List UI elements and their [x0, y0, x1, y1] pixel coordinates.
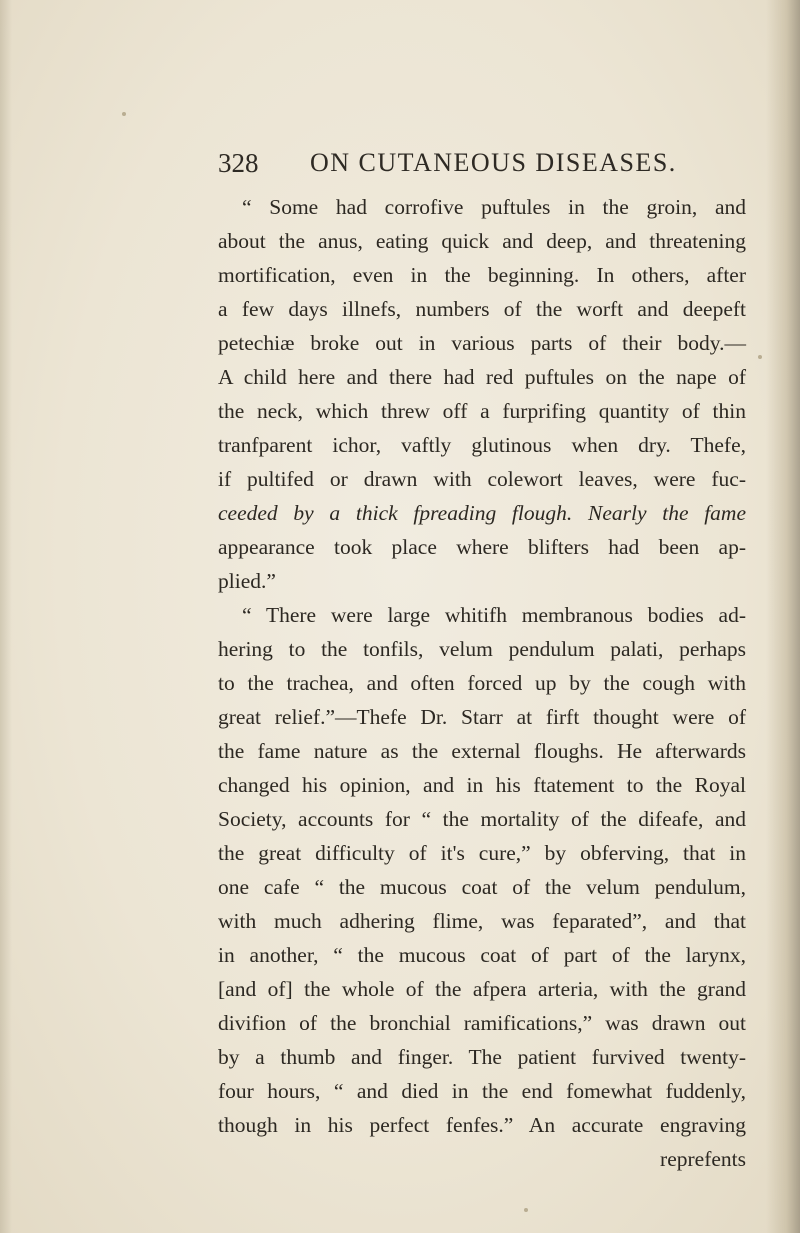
text-line: divifion of the bronchial ramifications,” was drawn out: [218, 1011, 746, 1035]
text-line: a few days illnefs, numbers of the worft and deepeft: [218, 297, 746, 321]
catchword: reprefents: [660, 1147, 746, 1171]
text-line: appearance took place where blifters had been ap-: [218, 535, 746, 559]
text-line: “ There were large whitifh membranous bodies ad-: [242, 603, 746, 627]
page-edge-shadow: [766, 0, 800, 1233]
page-gutter-shadow: [0, 0, 12, 1233]
text-line: [and of] the whole of the afpera arteria, with the grand: [218, 977, 746, 1001]
text-line: if pultifed or drawn with colewort leaves, were fuc-: [218, 467, 746, 491]
text-line: tranfparent ichor, vaftly glutinous when dry. Thefe,: [218, 433, 746, 457]
page-number: 328: [218, 148, 259, 178]
text-line: in another, “ the mucous coat of part of the larynx,: [218, 943, 746, 967]
paper-speck: [122, 112, 126, 116]
text-line: about the anus, eating quick and deep, and threatening: [218, 229, 746, 253]
text-line: by a thumb and finger. The patient furvived twenty-: [218, 1045, 746, 1069]
text-line: with much adhering flime, was feparated”, and that: [218, 909, 746, 933]
text-line: four hours, “ and died in the end fomewhat fuddenly,: [218, 1079, 746, 1103]
paper-speck: [758, 355, 762, 359]
text-line: mortification, even in the beginning. In others, after: [218, 263, 746, 287]
text-line: the great difficulty of it's cure,” by obferving, that in: [218, 841, 746, 865]
text-line: one cafe “ the mucous coat of the velum pendulum,: [218, 875, 746, 899]
text-line: ceeded by a thick fpreading flough. Nearly the fame: [218, 501, 746, 525]
text-line: “ Some had corrofive puftules in the groin, and: [242, 195, 746, 219]
text-line: though in his perfect fenfes.” An accurate engraving: [218, 1113, 746, 1137]
text-line: great relief.”—Thefe Dr. Starr at firft thought were of: [218, 705, 746, 729]
text-line: petechiæ broke out in various parts of their body.—: [218, 331, 746, 355]
text-line: hering to the tonfils, velum pendulum palati, perhaps: [218, 637, 746, 661]
text-line: A child here and there had red puftules on the nape of: [218, 365, 746, 389]
text-line: the fame nature as the external floughs. He afterwards: [218, 739, 746, 763]
text-line: plied.”: [218, 569, 276, 593]
text-line: to the trachea, and often forced up by the cough with: [218, 671, 746, 695]
text-line: changed his opinion, and in his ftatement to the Royal: [218, 773, 746, 797]
paper-speck: [524, 1208, 528, 1212]
text-line: Society, accounts for “ the mortality of the difeafe, and: [218, 807, 746, 831]
text-line: the neck, which threw off a furprifing quantity of thin: [218, 399, 746, 423]
running-head: ON CUTANEOUS DISEASES.: [310, 148, 677, 177]
